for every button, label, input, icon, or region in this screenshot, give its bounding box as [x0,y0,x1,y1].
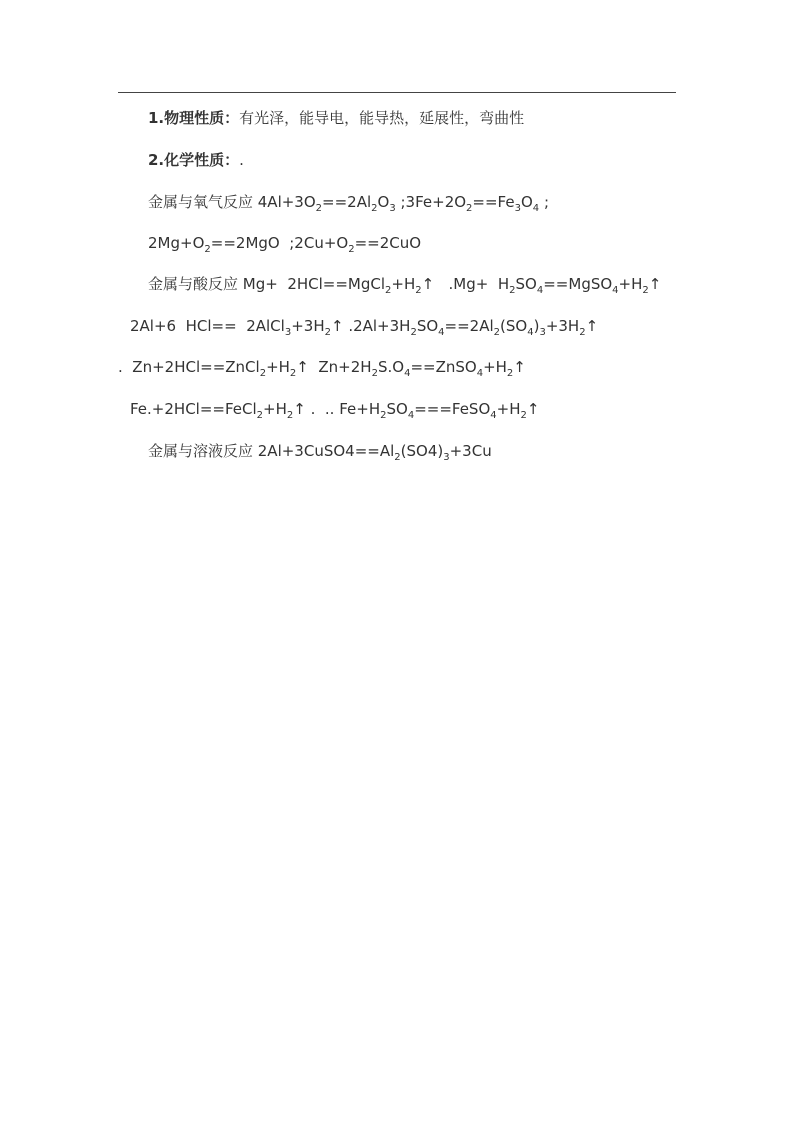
physical-properties-line [148,108,524,128]
equation-line-acid-3: . $Zn+2HCl==ZnCl_2+H_2↑$ $Zn+2H_2S.O_4==ZnSO_4+H_2↑$ [118,358,526,379]
physical-properties-text: 有光泽，能导电，能导热，延展性，弯曲性 [239,109,525,127]
equation-line-solution: 金属与溶液反应 $2Al+3CuSO4==Al_2(SO4)_3+3Cu$ [148,442,492,463]
equation-line-acid-1: 金属与酸反应 $Mg+ 2HCl==MgCl_2+H_2↑$ $.Mg+ H_2SO_4==MgSO_4+H_2↑$ [148,275,662,296]
equation-line-acid-2: 2Al+6 $HCl== 2AlCl_3+3H_2↑$ $.2Al+3H_2SO_4==2Al_2(SO_4)_3+3H_2↑$ [130,317,599,338]
equation-line-oxygen-2: $2Mg+O_2==2MgO$ $;2Cu+O_2==2CuO$ [148,234,422,255]
equation-line-acid-4: $Fe.+2HCl==FeCl_2+H_2↑$ . .. $Fe+H_2SO_4===FeSO_4+H_2↑$ [130,400,540,421]
chemical-properties-label: 2.化学性质： [148,151,240,169]
equation-line-oxygen-1: 金属与氧气反应 $4Al+3O_2==2Al_2O_3$ $;3Fe+2O_2==Fe_3O_4$ ; [148,193,549,214]
header-rule [118,92,676,93]
physical-properties-label: 1.物理性质： [148,109,240,127]
chemical-properties-text: . [239,151,244,169]
chemical-properties-line [148,150,244,170]
